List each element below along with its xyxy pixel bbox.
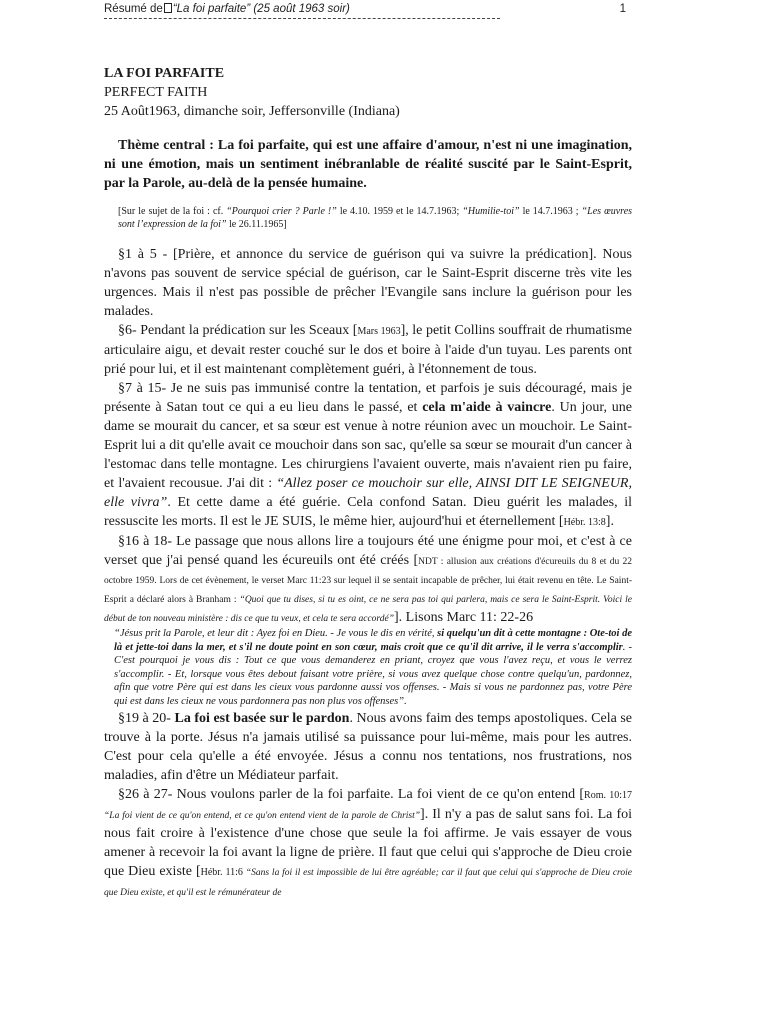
page-number: 1 [619, 3, 626, 15]
paragraph-7-15: §7 à 15- Je ne suis pas immunisé contre la tentation, et parfois je suis découragé, mais je présente à Satan tout ce qui a eu lieu dans le passé, et cela m'aide à vaincre. Un jour, une dame se mourait du cancer, et sa sœur est venue à notre réunion avec un mouchoir. Le Saint-Esprit lui a dit qu'elle avait ce mouchoir dans son sac, qu'elle sa sœur se mourait d'un cancer à l'estomac dans telle montagne. Les chirurgiens l'avaient ouverte, mais n'avaient rien pu faire, et l'avaient recousue. J'ai dit : “Allez poser ce mouchoir sur elle, AINSI DIT LE SEIGNEUR, elle vivra”. Et cette dame a été guérie. Cela confond Satan. Dieu guérit les malades, il ressuscite les morts. Il est le JE SUIS, le même hier, aujourd'hui et éternellement [Hébr. 13:8]. [104, 381, 632, 529]
paragraph-16-18: §16 à 18- Le passage que nous allons lire a toujours été une énigme pour moi, et c'est à ce verset que j'ai pensé quand les écureuils ont été créés [NDT : allusion aux créations d'écureuils du 8 et du 22 octobre 1959. Lors de cet évènement, le verset Marc 11:23 sur lequel il se sentait incapable de prêcher, lui était revenu en tête. Le Saint-Esprit a déclaré alors à Branham : “Quoi que tu dises, si tu es oint, ce ne sera pas toi qui parlera, mais ce sera le Saint-Esprit. Voici le début de ton nouveau ministère : dis ce que tu veux, et cela te sera accordé”]. Lisons Marc 11: 22-26 [104, 534, 633, 625]
paragraph-19-20: §19 à 20- La foi est basée sur le pardon. Nous avons faim des temps apostoliques. Cela se trouve à la porte. Jésus n'a jamais utilisé sa puissance pour lui-même, mais pour les autres. C'est pour cela qu'elle a été envoyée. Jésus a connu nos tentations, nos frustrations, nos maladies, afin d'être un Médiateur parfait. [104, 710, 632, 783]
title-english: PERFECT FAITH [104, 85, 208, 100]
missing-glyph-box [164, 3, 172, 13]
title-french: LA FOI PARFAITE [104, 66, 225, 81]
date-place: 25 Août1963, dimanche soir, Jeffersonville (Indiana) [104, 104, 400, 119]
translator-note: NDT : allusion aux créations d'écureuils du 8 et du 22 octobre 1959. Lors de cet évènement, le verset Marc 11:23 sur lequel il se sentait incapable de prêcher, lui était revenu en tête. Le Saint-Esprit a déclaré alors à Branham : “Quoi que tu dises, si tu es oint, ce ne sera pas toi qui parlera, mais ce sera le Saint-Esprit. Voici le début de ton nouveau ministère : dis ce que tu veux, et cela te sera accordé” [104, 557, 633, 624]
central-theme: Thème central : La foi parfaite, qui est une affaire d'amour, n'est ni une imagination, ni une émotion, mais un sentiment inébranlable de réalité suscité par le Saint-Esprit, par la Parole, au-delà de la pensée humaine. [104, 138, 632, 191]
page-header [104, 3, 634, 15]
scripture-quote-mark-11: “Jésus prit la Parole, et leur dit : Ayez foi en Dieu. - Je vous le dis en vérité, si quelqu'un dit à cette montagne : Ote-toi de là et jette-toi dans la mer, et s'il ne doute point en son cœur, mais croit que ce qu'il dit arrive, il le verra s'accomplir. - C'est pourquoi je vous dis : Tout ce que vous demanderez en priant, croyez que vous l'avez reçu, et vous le verrez s'accomplir. - Et, lorsque vous êtes debout faisant votre prière, si vous avez quelque chose contre quelqu'un, pardonnez, afin que votre Père qui est dans les cieux vous pardonne aussi vos offenses. - Mais si vous ne pardonnez pas, votre Père qui est dans les cieux ne vous pardonnera pas non plus vos offenses”. [114, 628, 632, 707]
document-body [104, 64, 632, 901]
header-rule [104, 18, 500, 19]
paragraph-26-27: §26 à 27- Nous voulons parler de la foi parfaite. La foi vient de ce qu'on entend [Rom. 10:17 “La foi vient de ce qu'on entend, et ce qu'on entend vient de la parole de Christ”]. Il n'y a pas de salut sans foi. La foi nous fait croire à l'existence d'une chose que seule la foi affirme. Je vais essayer de vous amener à recevoir la foi avant la ligne de prière. Il faut que celui qui s'approche de Dieu croie que Dieu existe [Hébr. 11:6 “Sans la foi il est impossible de lui être agréable; car il faut que celui qui s'approche de Dieu croie que Dieu existe, et qu'il est le rémunérateur de [104, 786, 633, 898]
running-title: Résumé de “La foi parfaite” (25 août 1963 soir) [104, 3, 350, 15]
paragraph-1-5: §1 à 5 - [Prière, et annonce du service de guérison qui va suivre la prédication]. Nous n'avons pas souvent de service spécial de guérison, car le Saint-Esprit discerne très vite les urgences. Mais il n'est pas possible de prêcher l'Evangile sans inclure la guérison pour les malades. [104, 247, 632, 319]
related-sermons-note: [Sur le sujet de la foi : cf. “Pourquoi crier ? Parle !” le 4.10. 1959 et le 14.7.1963; “Humilie-toi” le 14.7.1963 ; “Les œuvres sont l’expression de la foi” le 26.11.1965] [118, 206, 633, 230]
paragraph-6: §6- Pendant la prédication sur les Sceaux [Mars 1963], le petit Collins souffrait de rhumatisme articulaire aigu, et devait rester couché sur le dos et boire à l'aide d'un tuyau. Les parents ont prié pour lui, et il est maintenant complètement guéri, à l'étonnement de tous. [104, 323, 632, 377]
